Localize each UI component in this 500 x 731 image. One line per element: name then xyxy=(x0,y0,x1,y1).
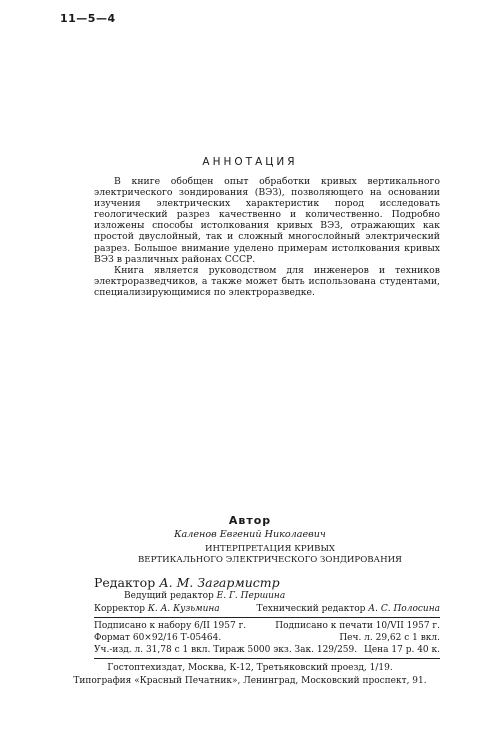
annotation-paragraph: В книге обобщен опыт обработки кривых вертикального электрического зондирования (ВЭЗ), позволяющего на основании изучения электрических характеристик пород исследовать геологический разрез качественно и количественно. Подробно изложены способы истолкования кривых ВЭЗ, отражающих как простой двуслойный, так и сложный многослойный электрический разрез. Большое внимание уделено примерам истолкования кривых ВЭЗ в различных районах СССР. xyxy=(94,176,440,265)
book-title-line: ВЕРТИКАЛЬНОГО ЭЛЕКТРИЧЕСКОГО ЗОНДИРОВАНИЯ xyxy=(137,555,402,565)
annotation-paragraph: Книга является руководством для инженеров и техников электроразведчиков, а также может быть использована студентами, специализирующимися по электроразведке. xyxy=(94,264,440,298)
print-info-left: Формат 60×92/16 Т-05464. xyxy=(94,633,222,643)
tech-editor-label: Технический редактор xyxy=(256,604,366,614)
lead-editor-label: Ведущий редактор xyxy=(124,591,214,601)
editor-line xyxy=(94,575,280,590)
annotation-text xyxy=(94,176,440,298)
print-info-row xyxy=(94,621,440,631)
print-info-row xyxy=(94,645,440,655)
editor-name: А. М. Загармистр xyxy=(159,575,280,590)
publisher-line: Гостоптехиздат, Москва, К-12, Третьяковский проезд, 1/19. xyxy=(107,663,393,673)
corrector-row xyxy=(94,604,440,614)
book-title-line: ИНТЕРПРЕТАЦИЯ КРИВЫХ xyxy=(204,544,336,554)
annotation-title: АННОТАЦИЯ xyxy=(202,156,298,168)
print-info-right: Печ. л. 29,62 с 1 вкл. xyxy=(339,633,440,643)
lead-editor-name: Е. Г. Першина xyxy=(216,591,286,601)
author-heading: Автор xyxy=(228,514,272,527)
tech-editor-line xyxy=(256,604,440,614)
print-info-left: Уч.-изд. л. 31,78 с 1 вкл. Тираж 5000 экз. Зак. 129/259. xyxy=(94,645,358,655)
divider xyxy=(94,617,440,618)
editor-label: Редактор xyxy=(94,575,156,590)
book-title xyxy=(110,544,430,566)
print-info-left: Подписано к набору 6/II 1957 г. xyxy=(94,621,247,631)
lead-editor-line xyxy=(124,591,285,601)
print-info-right: Цена 17 р. 40 к. xyxy=(364,645,440,655)
author-name: Каленов Евгений Николаевич xyxy=(174,529,326,540)
corrector-label: Корректор xyxy=(94,604,146,614)
tech-editor-name: А. С. Полосина xyxy=(368,604,440,614)
print-info-row xyxy=(94,633,440,643)
corrector-line xyxy=(94,604,220,614)
catalog-code: 11—5—4 xyxy=(60,12,116,25)
print-info-right: Подписано к печати 10/VII 1957 г. xyxy=(275,621,440,631)
divider xyxy=(94,658,440,659)
corrector-name: К. А. Кузьмина xyxy=(147,604,220,614)
printing-house-line: Типография «Красный Печатник», Ленинград, Московский проспект, 91. xyxy=(73,676,427,686)
